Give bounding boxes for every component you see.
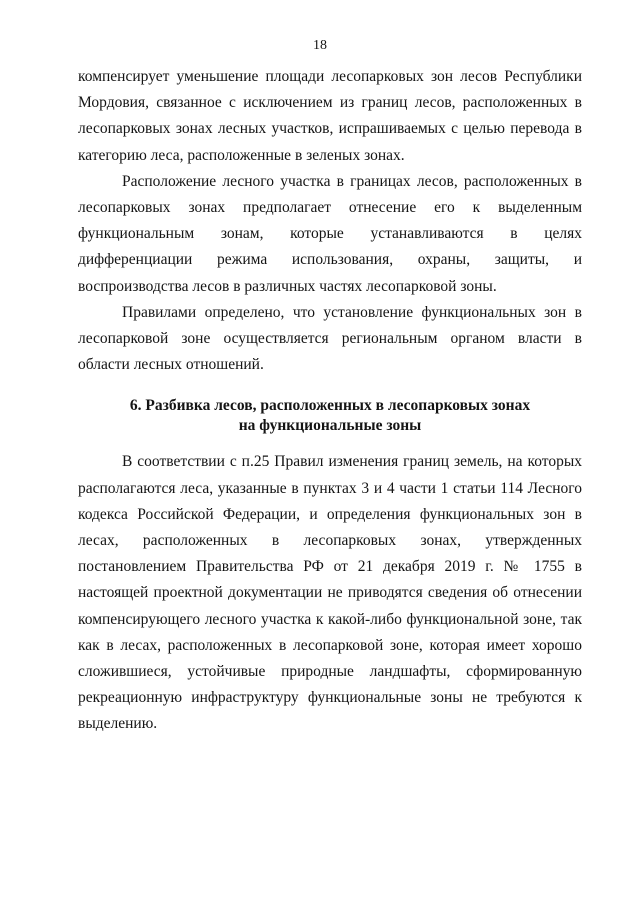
- document-body: [78, 64, 582, 738]
- section-heading-line-2: на функциональные зоны: [238, 417, 422, 435]
- section-heading-line-1: 6. Разбивка лесов, расположенных в лесопарковых зонах: [129, 397, 531, 415]
- page-number: 18: [313, 38, 327, 53]
- paragraph-continuation: компенсирует уменьшение площади лесопарковых зон лесов Республики Мордовия, связанное с исключением из границ лесов, расположенных в лесопарковых зонах лесных участков, испрашиваемых с целью перевода в категорию леса, расположенные в зеленых зонах.: [78, 68, 582, 164]
- paragraph-location: Расположение лесного участка в границах лесов, расположенных в лесопарковых зонах предполагает отнесение его к выделенным функциональным зонам, которые устанавливаются в целях дифференциации режима использования, охраны, защиты, и воспроизводства лесов в различных частях лесопарковой зоны.: [78, 172, 582, 295]
- section-body-paragraph: В соответствии с п.25 Правил изменения границ земель, на которых располагаются леса, указанные в пунктах 3 и 4 части 1 статьи 114 Лесного кодекса Российской Федерации, и определения функциональных зон в лесах, расположенных в лесопарковых зонах, утвержденных постановлением Правительства РФ от 21 декабря 2019 г. № 1755 в настоящей проектной документации не приводятся сведения об отнесении компенсирующего лесного участка к какой-либо функциональной зоне, так как в лесах, расположенных в лесопарковой зоне, которая имеет хорошо сложившиеся, устойчивые природные ландшафты, сформированную рекреационную инфраструктуру функциональные зоны не требуются к выделению.: [78, 453, 582, 733]
- paragraph-rules: Правилами определено, что установление функциональных зон в лесопарковой зоне осуществляется региональным органом власти в области лесных отношений.: [78, 303, 582, 374]
- section-heading: [78, 396, 582, 436]
